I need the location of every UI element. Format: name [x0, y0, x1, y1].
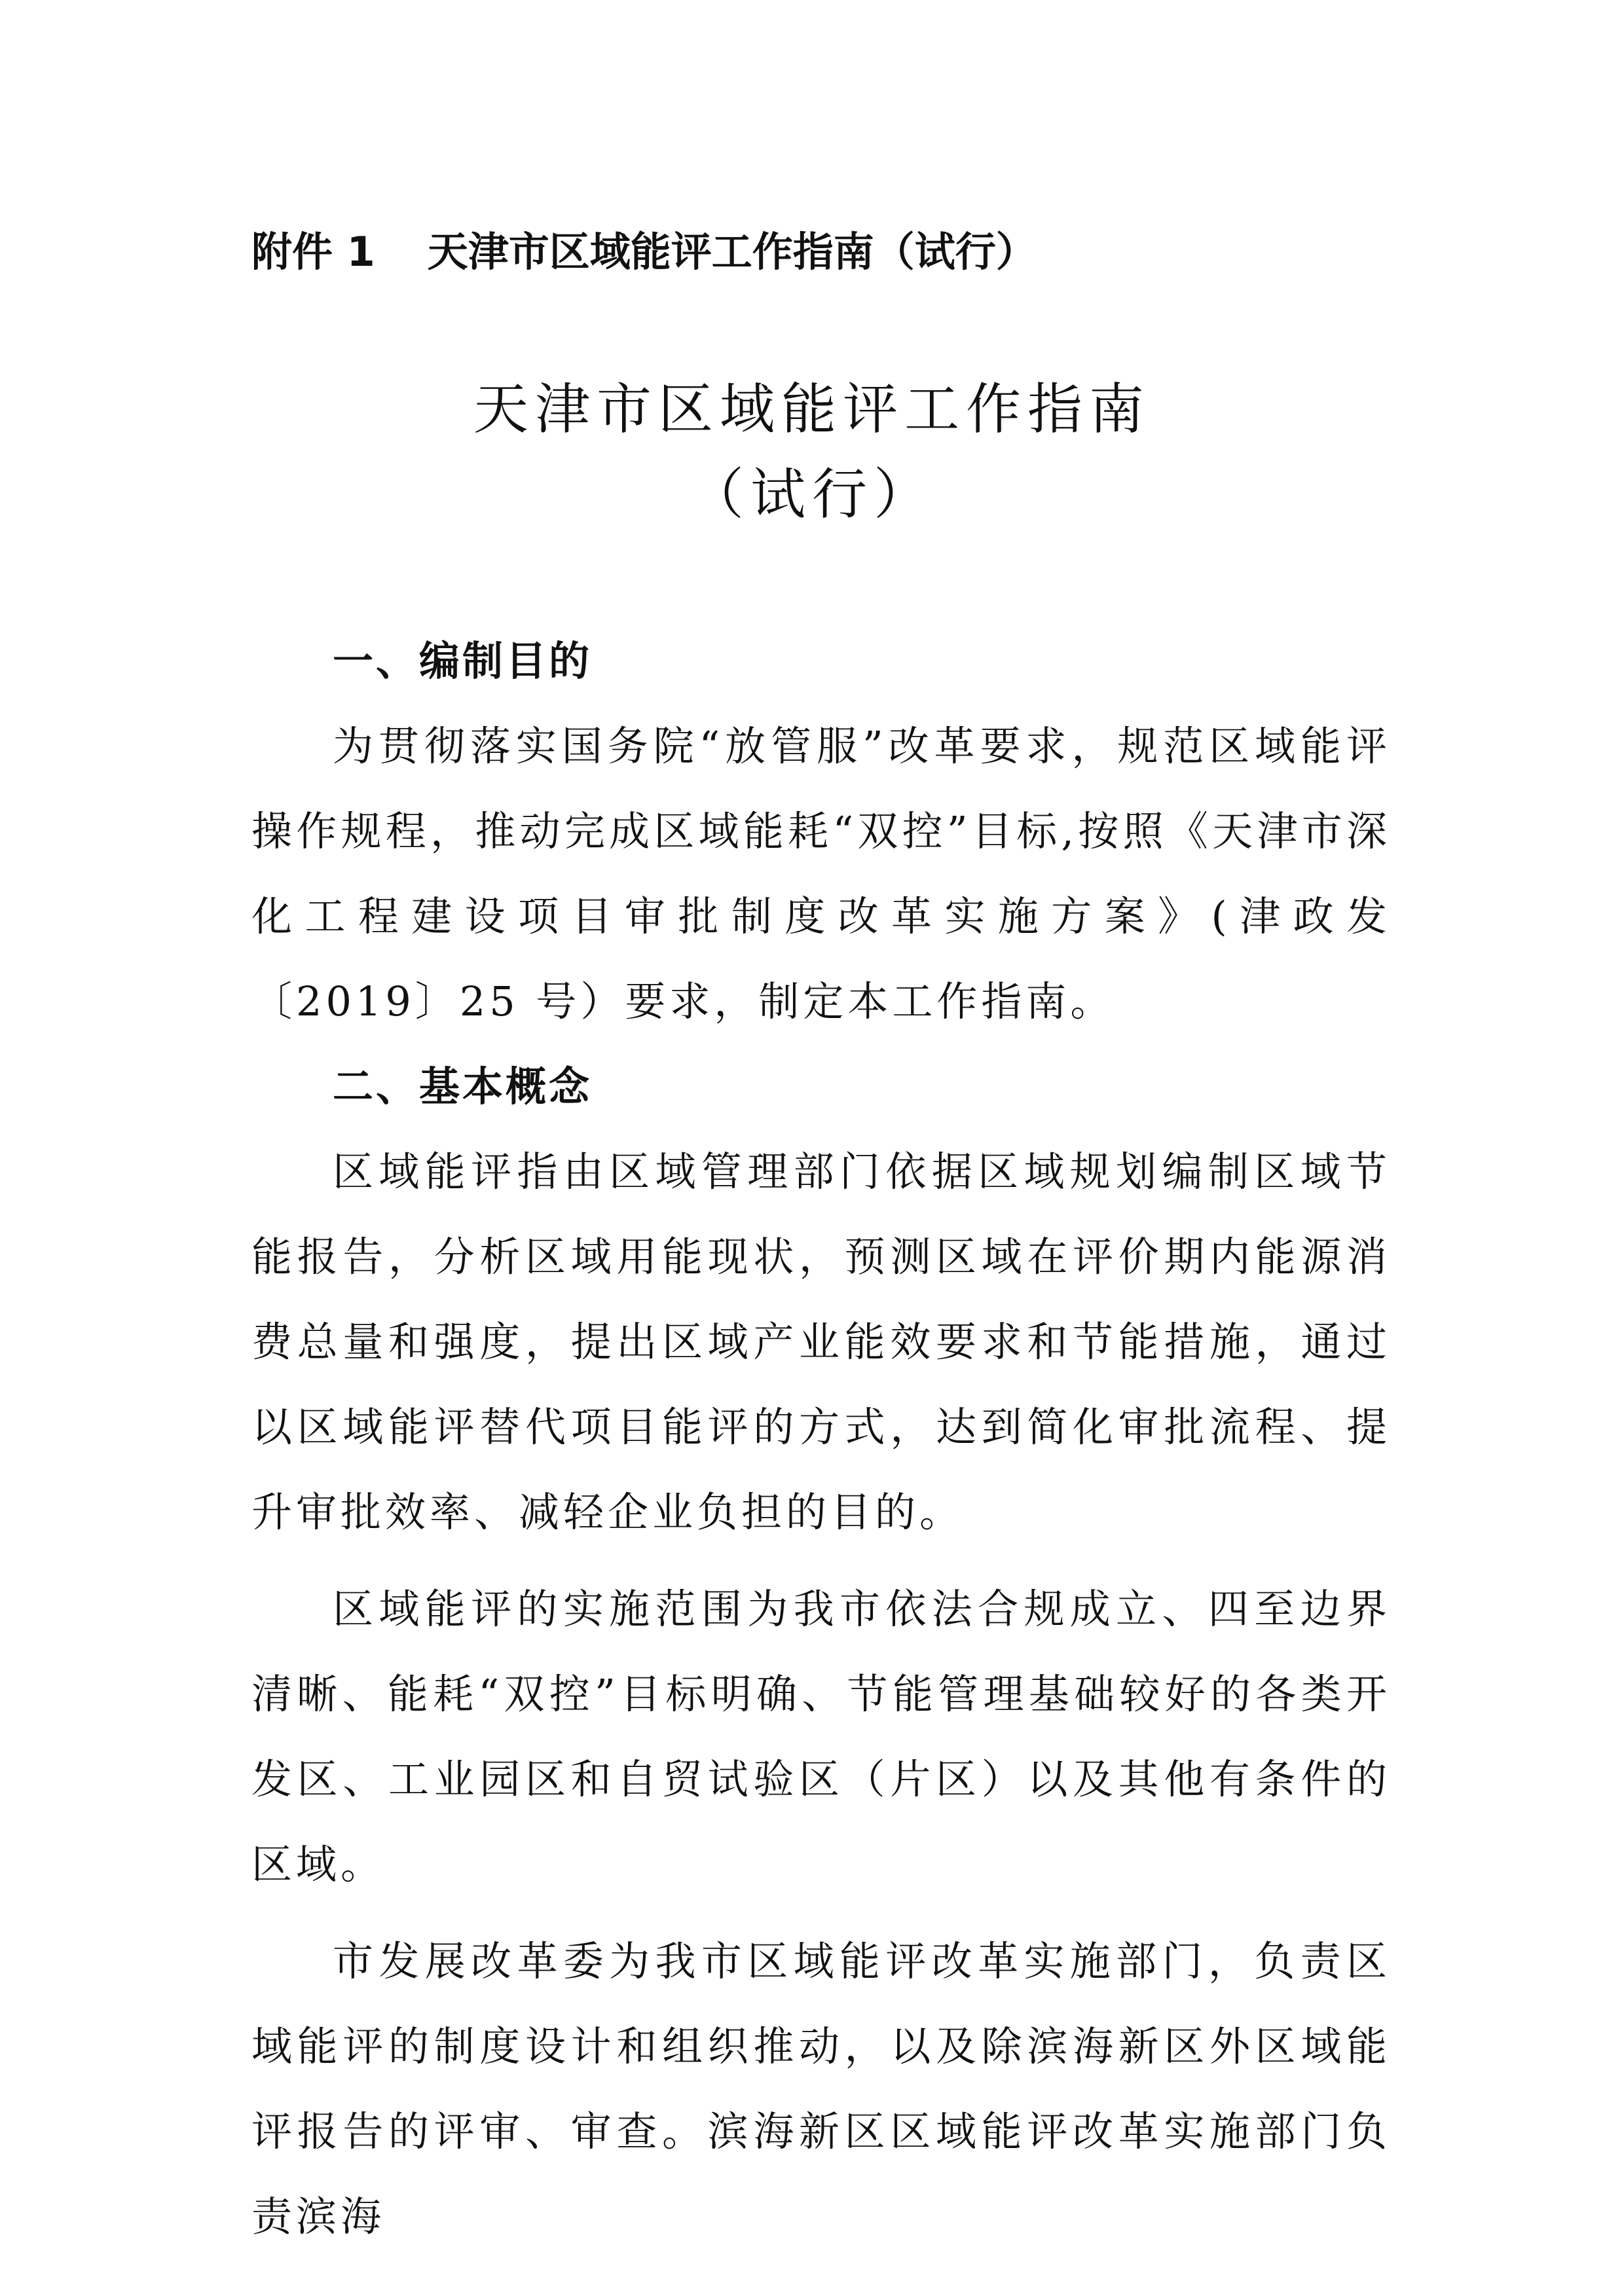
paragraph-responsibility: 市发展改革委为我市区域能评改革实施部门，负责区域能评的制度设计和组织推动，以及除滨海新区外区域能评报告的评审、审查。滨海新区区域能评改革实施部门负责滨海 — [251, 1937, 1391, 2240]
section-heading-concept: 二、基本概念 — [333, 1063, 593, 1110]
annex-header — [251, 216, 1397, 288]
document-body — [251, 619, 1391, 2259]
annex-title: 天津市区域能评工作指南（试行） — [427, 228, 1037, 276]
paragraph-scope: 区域能评的实施范围为我市依法合规成立、四至边界清晰、能耗“双控”目标明确、节能管理基础较好的各类开发区、工业园区和自贸试验区（片区）以及其他有条件的区域。 — [251, 1585, 1391, 1888]
document-title — [249, 367, 1375, 537]
paragraph-definition: 区域能评指由区域管理部门依据区域规划编制区域节能报告，分析区域用能现状，预测区域在评价期内能源消费总量和强度，提出区域产业能效要求和节能措施，通过以区域能评替代项目能评的方式，达到简化审批流程、提升审批效率、减轻企业负担的目的。 — [251, 1148, 1391, 1536]
annex-label: 附件 1 — [251, 228, 375, 276]
document-title-main: 天津市区域能评工作指南 — [473, 377, 1151, 441]
document-title-trial: （试行） — [688, 462, 935, 526]
paragraph-purpose: 为贯彻落实国务院“放管服”改革要求，规范区域能评操作规程，推动完成区域能耗“双控”目标,按照《天津市深化工程建设项目审批制度改革实施方案》(津政发〔2019〕25 号）要求，制定本工作指南。 — [251, 722, 1391, 1025]
section-heading-purpose: 一、编制目的 — [333, 637, 593, 685]
